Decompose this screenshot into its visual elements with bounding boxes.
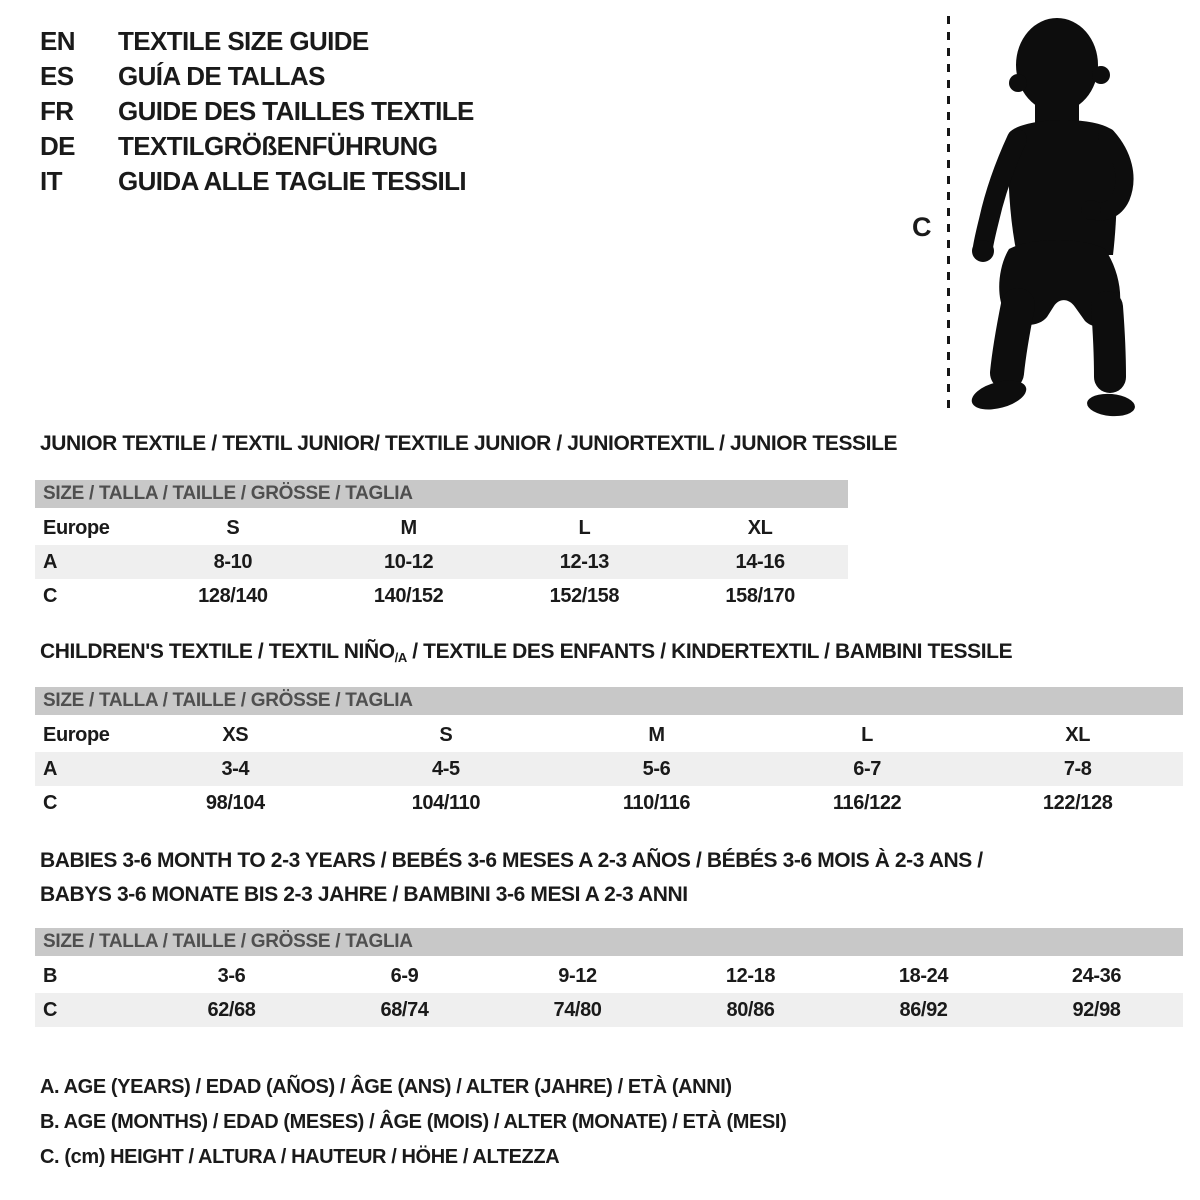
junior-size-table bbox=[35, 480, 848, 613]
size-header-bar: SIZE / TALLA / TAILLE / GRÖSSE / TAGLIA bbox=[35, 687, 1183, 715]
guide-title-de: TEXTILGRÖßENFÜHRUNG bbox=[118, 131, 438, 161]
children-title-post: / TEXTILE DES ENFANTS / KINDERTEXTIL / BAMBINI TESSILE bbox=[406, 640, 1013, 663]
size-cell: XL bbox=[747, 516, 773, 539]
row-label: C bbox=[43, 584, 58, 607]
language-row-it bbox=[40, 164, 474, 199]
height-measure-dashed-line bbox=[947, 16, 950, 414]
table-row-height bbox=[35, 786, 1183, 820]
language-row-en bbox=[40, 24, 474, 59]
size-cell: S bbox=[439, 723, 453, 746]
size-cell: L bbox=[861, 723, 873, 746]
months-cell: 18-24 bbox=[898, 964, 949, 987]
children-size-table bbox=[35, 687, 1183, 820]
guide-title-fr: GUIDE DES TAILLES TEXTILE bbox=[118, 96, 474, 126]
height-cell: 98/104 bbox=[205, 791, 265, 814]
size-cell: L bbox=[578, 516, 591, 539]
language-row-de bbox=[40, 129, 474, 164]
row-label: A bbox=[43, 757, 58, 780]
table-row-height bbox=[35, 579, 848, 613]
age-cell: 12-13 bbox=[559, 550, 609, 573]
height-cell: 140/152 bbox=[373, 584, 444, 607]
months-cell: 9-12 bbox=[558, 964, 597, 987]
age-cell: 8-10 bbox=[213, 550, 253, 573]
language-title-list bbox=[40, 24, 474, 199]
age-cell: 7-8 bbox=[1063, 757, 1092, 780]
row-label: Europe bbox=[43, 516, 110, 539]
row-label: C bbox=[43, 998, 58, 1021]
babies-title-line2: BABYS 3-6 MONATE BIS 2-3 JAHRE / BAMBINI 3-6 MESI A 2-3 ANNI bbox=[40, 883, 688, 906]
size-cell: M bbox=[648, 723, 665, 746]
height-cell: 86/92 bbox=[899, 998, 948, 1021]
row-label: A bbox=[43, 550, 58, 573]
language-code: DE bbox=[40, 131, 75, 161]
months-cell: 3-6 bbox=[217, 964, 246, 987]
language-code: EN bbox=[40, 26, 75, 56]
children-section-title bbox=[40, 640, 1012, 664]
age-cell: 3-4 bbox=[221, 757, 250, 780]
legend-age-years: A. AGE (YEARS) / EDAD (AÑOS) / ÂGE (ANS) / ALTER (JAHRE) / ETÀ (ANNI) bbox=[40, 1076, 732, 1098]
table-row-height bbox=[35, 993, 1183, 1027]
table-row-months bbox=[35, 959, 1183, 993]
row-label: C bbox=[43, 791, 58, 814]
language-code: FR bbox=[40, 96, 74, 126]
height-cell: 128/140 bbox=[198, 584, 268, 607]
height-cell: 80/86 bbox=[726, 998, 775, 1021]
size-cell: XS bbox=[222, 723, 249, 746]
months-cell: 6-9 bbox=[390, 964, 419, 987]
height-cell: 104/110 bbox=[411, 791, 481, 814]
language-code: ES bbox=[40, 61, 74, 91]
height-cell: 74/80 bbox=[553, 998, 602, 1021]
age-cell: 10-12 bbox=[384, 550, 434, 573]
height-cell: 68/74 bbox=[380, 998, 429, 1021]
children-title-pre: CHILDREN'S TEXTILE / TEXTIL NIÑO bbox=[40, 640, 395, 663]
language-row-fr bbox=[40, 94, 474, 129]
children-title-sub: /A bbox=[394, 650, 407, 665]
junior-section-title: JUNIOR TEXTILE / TEXTIL JUNIOR/ TEXTILE JUNIOR / JUNIORTEXTIL / JUNIOR TESSILE bbox=[40, 432, 898, 455]
babies-section-title bbox=[40, 844, 983, 912]
height-cell: 110/116 bbox=[622, 791, 691, 814]
language-row-es bbox=[40, 59, 474, 94]
height-cell: 152/158 bbox=[549, 584, 620, 607]
size-cell: S bbox=[226, 516, 240, 539]
height-measure-label: C bbox=[912, 212, 932, 242]
height-cell: 62/68 bbox=[207, 998, 256, 1021]
height-cell: 116/122 bbox=[832, 791, 902, 814]
table-row-age bbox=[35, 752, 1183, 786]
guide-title-it: GUIDA ALLE TAGLIE TESSILI bbox=[118, 166, 467, 196]
legend-height-cm: C. (cm) HEIGHT / ALTURA / HAUTEUR / HÖHE / ALTEZZA bbox=[40, 1146, 560, 1168]
legend-block bbox=[40, 1070, 786, 1175]
height-cell: 158/170 bbox=[725, 584, 795, 607]
age-cell: 4-5 bbox=[432, 757, 460, 780]
guide-title-es: GUÍA DE TALLAS bbox=[118, 61, 325, 91]
size-cell: M bbox=[400, 516, 417, 539]
babies-title-line1: BABIES 3-6 MONTH TO 2-3 YEARS / BEBÉS 3-6 MESES A 2-3 AÑOS / BÉBÉS 3-6 MOIS À 2-3 ANS / bbox=[40, 849, 983, 872]
months-cell: 12-18 bbox=[725, 964, 776, 987]
age-cell: 6-7 bbox=[853, 757, 881, 780]
age-cell: 5-6 bbox=[642, 757, 671, 780]
table-row-europe bbox=[35, 511, 848, 545]
baby-silhouette-icon bbox=[963, 15, 1141, 417]
table-row-age bbox=[35, 545, 848, 579]
height-cell: 92/98 bbox=[1072, 998, 1121, 1021]
guide-title-en: TEXTILE SIZE GUIDE bbox=[118, 26, 369, 56]
age-cell: 14-16 bbox=[735, 550, 785, 573]
height-cell: 122/128 bbox=[1042, 791, 1113, 814]
legend-age-months: B. AGE (MONTHS) / EDAD (MESES) / ÂGE (MOIS) / ALTER (MONATE) / ETÀ (MESI) bbox=[40, 1111, 787, 1133]
row-label: Europe bbox=[43, 723, 110, 746]
babies-size-table bbox=[35, 928, 1183, 1027]
size-header-bar: SIZE / TALLA / TAILLE / GRÖSSE / TAGLIA bbox=[35, 928, 1183, 956]
row-label: B bbox=[43, 964, 58, 987]
size-header-bar: SIZE / TALLA / TAILLE / GRÖSSE / TAGLIA bbox=[35, 480, 848, 508]
language-code: IT bbox=[40, 166, 62, 196]
size-cell: XL bbox=[1065, 723, 1091, 746]
months-cell: 24-36 bbox=[1071, 964, 1122, 987]
table-row-europe bbox=[35, 718, 1183, 752]
